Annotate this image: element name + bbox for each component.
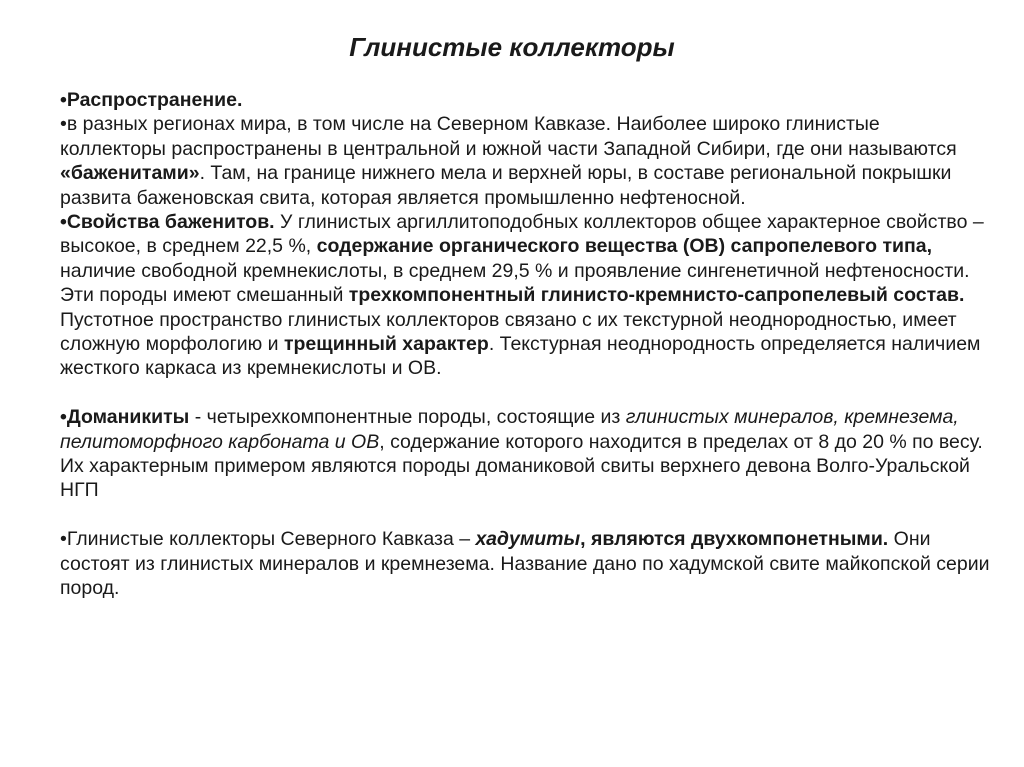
paragraph-spacer <box>60 381 990 405</box>
text-run: наличие свободной кремнекислоты, в среднем 29,5 % и проявление сингенетичной нефтеносности. Эти породы имеют смешанный <box>60 259 970 307</box>
text-run: - четырехкомпонентные породы, состоящие из <box>189 406 626 429</box>
paragraph <box>60 527 990 600</box>
text-run: , содержание которого находится в пределах от 8 до 20 % по весу. Их характерным примером являются породы доманиковой свиты верхнего девона Волго-Уральской НГП <box>60 430 983 502</box>
text-run: . Текстурная неоднородность определяется наличием жесткого каркаса из кремнекислоты и ОВ. <box>60 333 981 380</box>
text-run: •Свойства баженитов. <box>60 211 275 234</box>
text-run: трещинный характер <box>283 333 489 356</box>
paragraph-spacer <box>60 503 990 527</box>
text-run: У глинистых аргиллитоподобных коллекторов общее характерное свойство – высокое, в среднем 22,5 %, <box>60 211 984 258</box>
text-run: •Доманикиты <box>60 406 190 429</box>
slide-title: Глинистые коллекторы <box>349 32 675 62</box>
paragraph <box>60 112 990 210</box>
text-run: •Глинистые коллекторы Северного Кавказа – <box>60 528 476 551</box>
text-run: хадумиты <box>475 528 581 551</box>
text-run: . Там, на границе нижнего мела и верхней юры, в составе региональной покрышки развита баженовская свита, которая является промышленно нефтеносной. <box>60 162 952 209</box>
text-run: содержание органического вещества (ОВ) сапропелевого типа, <box>316 235 933 258</box>
text-run: Пустотное пространство глинистых коллекторов связано с их текстурной неоднородностью, имеет сложную морфологию и <box>60 308 957 356</box>
text-run: , являются двухкомпонетными. <box>580 528 889 551</box>
paragraph <box>60 405 990 503</box>
text-run: Они состоят из глинистых минералов и кремнезема. Название дано по хадумской свите майкопской серии пород. <box>60 528 990 600</box>
text-run: •в разных регионах мира, в том числе на Северном Кавказе. Наиболее широко глинистые коллекторы распространены в центральной и южной части Западной Сибири, где они называются <box>60 113 957 160</box>
text-run: «баженитами» <box>60 162 200 185</box>
paragraph <box>60 88 990 112</box>
text-run: глинистых минералов, кремнезема, пелитоморфного карбоната и ОВ <box>60 406 959 453</box>
text-run: •Распространение. <box>60 89 243 111</box>
slide-body <box>60 88 990 601</box>
text-run: трехкомпонентный глинисто-кремнисто-сапропелевый состав. <box>348 284 965 307</box>
paragraph <box>60 210 990 381</box>
